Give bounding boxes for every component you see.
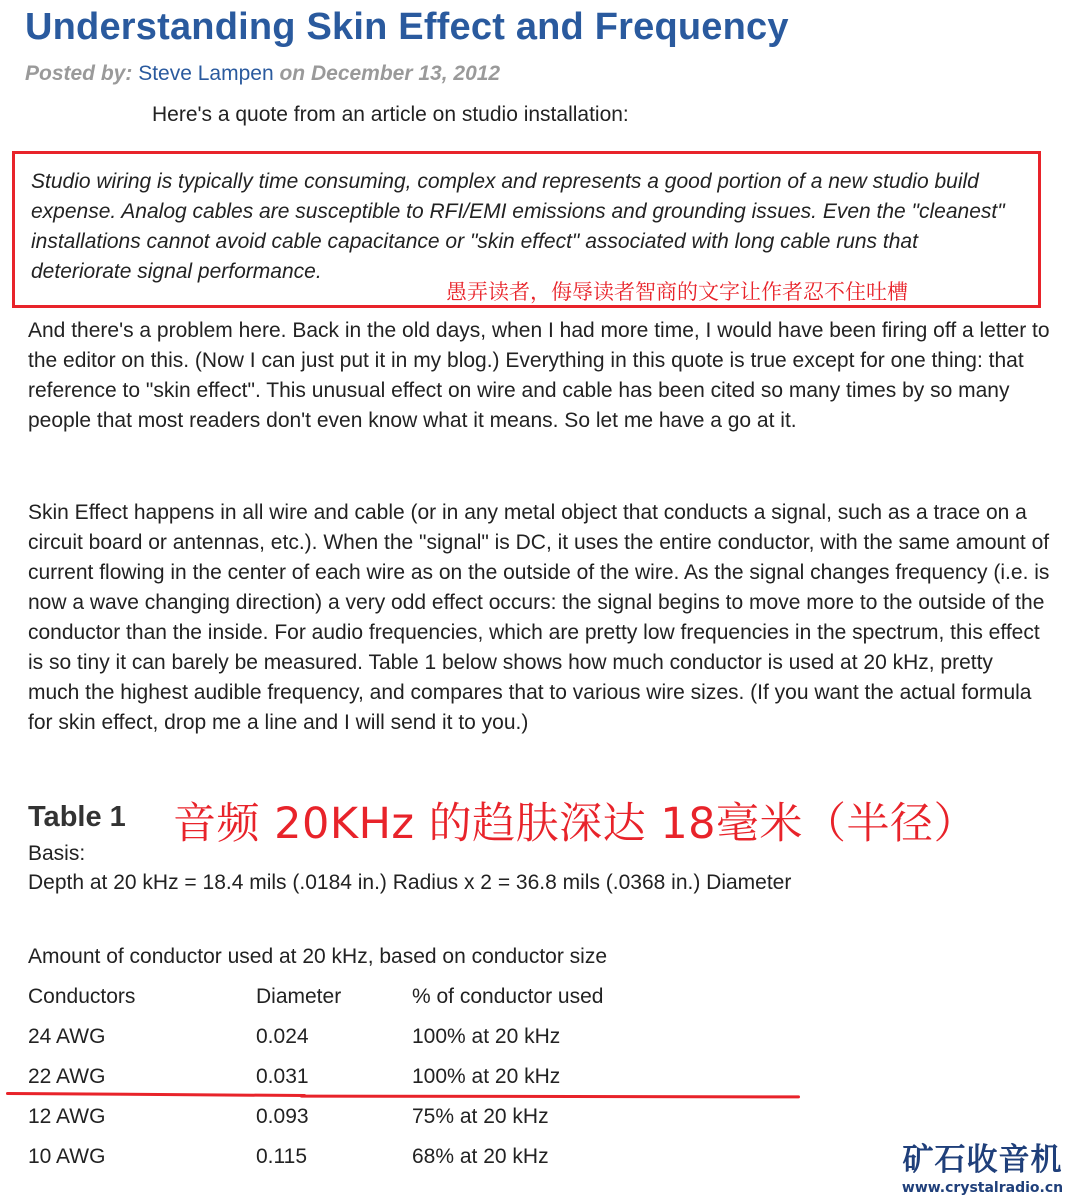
table-row: [28, 1025, 728, 1055]
intro-text: Here's a quote from an article on studio installation:: [152, 103, 629, 126]
cell-percent: 75% at 20 kHz: [412, 1105, 549, 1128]
body-paragraph: Skin Effect happens in all wire and cable (or in any metal object that conducts a signal, such as a trace on a circuit board or antennas, etc.). When the "signal" is DC, it uses the entire conductor, with the same amount of current flowing in the center of each wire as on the outside of the wire. As the signal changes frequency (i.e. is now a wave changing direction) a very odd effect occurs: the signal begins to move more to the outside of the conductor than the inside. For audio frequencies, which are pretty low frequencies in the spectrum, this effect is so tiny it can barely be measured. Table 1 below shows how much conductor is used at 20 kHz, pretty much the highest audible frequency, and compares that to various wire sizes. (If you want the actual formula for skin effect, drop me a line and I will send it to you.): [28, 501, 1050, 734]
table-header-row: [28, 985, 728, 1015]
site-watermark: [900, 1141, 1065, 1197]
watermark-name: 矿石收音机: [902, 1142, 1063, 1178]
cell-diameter: 0.031: [256, 1065, 309, 1088]
red-underline-mark: [300, 1095, 800, 1099]
cell-conductor: 24 AWG: [28, 1025, 106, 1048]
body-paragraph: And there's a problem here. Back in the old days, when I had more time, I would have been firing off a letter to the editor on this. (Now I can just put it in my blog.) Everything in this quote is true except for one thing: that reference to "skin effect". This unusual effect on wire and cable has been cited so many times by so many people that most readers don't even know what it means. So let me have a go at it.: [28, 319, 1050, 432]
basis-text: Depth at 20 kHz = 18.4 mils (.0184 in.) Radius x 2 = 36.8 mils (.0368 in.) Diameter: [28, 871, 792, 894]
cell-diameter: 0.093: [256, 1105, 309, 1128]
quote-text: Studio wiring is typically time consuming, complex and represents a good portion of a new studio build expense. Analog cables are susceptible to RFI/EMI emissions and grounding issues. Even the "cleanest" installations cannot avoid cable capacitance or "skin effect" associated with long cable runs that deteriorate signal performance.: [31, 170, 1005, 283]
cell-percent: 100% at 20 kHz: [412, 1065, 561, 1088]
table-caption: Amount of conductor used at 20 kHz, based on conductor size: [28, 945, 608, 968]
cell-diameter: 0.024: [256, 1025, 309, 1048]
quote-highlight-box: [12, 151, 1041, 308]
skin-depth-annotation: 音频 20KHz 的趋肤深达 18毫米（半径）: [173, 799, 978, 849]
author-link[interactable]: Steve Lampen: [138, 62, 274, 85]
header-percent-used: % of conductor used: [412, 985, 604, 1008]
table-row: [28, 1065, 728, 1095]
header-diameter: Diameter: [256, 985, 342, 1008]
article-title: Understanding Skin Effect and Frequency: [25, 6, 789, 48]
post-date: on December 13, 2012: [279, 62, 501, 85]
cell-percent: 100% at 20 kHz: [412, 1025, 561, 1048]
basis-label: Basis:: [28, 842, 86, 865]
cell-conductor: 22 AWG: [28, 1065, 106, 1088]
table-heading: Table 1: [28, 801, 126, 833]
posted-by-label: Posted by:: [25, 62, 133, 85]
cell-diameter: 0.115: [256, 1145, 307, 1168]
quote-annotation: 愚弄读者，侮辱读者智商的文字让作者忍不住吐槽: [446, 280, 908, 304]
table-row: [28, 1145, 728, 1175]
watermark-url: www.crystalradio.cn: [901, 1180, 1064, 1196]
table-row: [28, 1105, 728, 1135]
post-meta: [25, 62, 500, 86]
cell-percent: 68% at 20 kHz: [412, 1145, 549, 1168]
cell-conductor: 12 AWG: [28, 1105, 106, 1128]
header-conductors: Conductors: [28, 985, 136, 1008]
cell-conductor: 10 AWG: [28, 1145, 106, 1168]
